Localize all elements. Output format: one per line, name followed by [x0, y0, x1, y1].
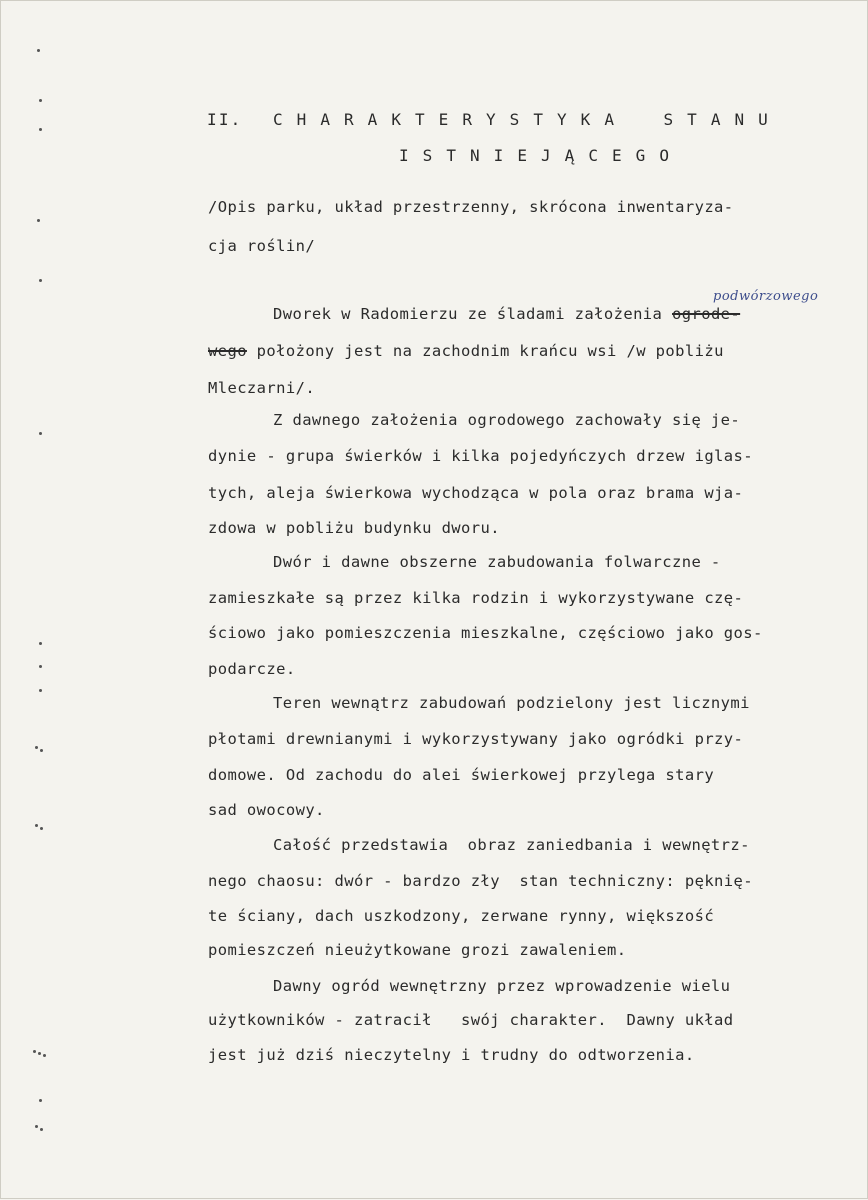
section-number: II. — [207, 110, 243, 129]
subtitle-line-1: /Opis parku, układ przestrzenny, skrócona inwentaryza- — [208, 198, 734, 216]
paragraph-5-line-1: Całość przedstawia obraz zaniedbania i wewnętrz- — [273, 836, 750, 854]
struck-word: ogrode- — [672, 305, 741, 323]
paragraph-4-line-3: domowe. Od zachodu do alei świerkowej przylega stary — [208, 766, 715, 784]
paragraph-3-line-2: zamieszkałe są przez kilka rodzin i wykorzystywane czę- — [208, 589, 744, 607]
paragraph-6-line-2: użytkowników - zatracił swój charakter. Dawny układ — [208, 1011, 734, 1029]
paragraph-2-line-3: tych, aleja świerkowa wychodząca w pola oraz brama wja- — [208, 484, 744, 502]
paragraph-2-line-1: Z dawnego założenia ogrodowego zachowały się je- — [273, 411, 741, 429]
paragraph-2-line-4: zdowa w pobliżu budynku dworu. — [208, 519, 500, 537]
heading-line-1: C H A R A K T E R Y S T Y K A S T A N U — [273, 110, 770, 129]
paragraph-6-line-1: Dawny ogród wewnętrzny przez wprowadzenie wielu — [273, 977, 731, 995]
binding-hole-marks — [29, 1, 69, 1200]
paragraph-3-line-3: ściowo jako pomieszczenia mieszkalne, częściowo jako gos- — [208, 624, 763, 642]
struck-word: wego — [208, 342, 247, 360]
subtitle-line-2: cja roślin/ — [208, 237, 316, 255]
paragraph-5-line-4: pomieszczeń nieużytkowane grozi zawaleniem. — [208, 941, 627, 959]
paragraph-5-line-2: nego chaosu: dwór - bardzo zły stan techniczny: pęknię- — [208, 872, 753, 890]
paragraph-1-line-1 — [273, 305, 740, 323]
text-segment: położony jest na zachodnim krańcu wsi /w pobliżu — [246, 342, 724, 360]
paragraph-5-line-3: te ściany, dach uszkodzony, zerwane rynny, większość — [208, 907, 715, 925]
paragraph-1-line-3: Mleczarni/. — [208, 379, 316, 397]
paragraph-1-line-2 — [208, 342, 724, 360]
paragraph-4-line-2: płotami drewnianymi i wykorzystywany jako ogródki przy- — [208, 730, 744, 748]
heading-line-2: I S T N I E J Ą C E G O — [399, 146, 672, 165]
paragraph-4-line-1: Teren wewnątrz zabudowań podzielony jest licznymi — [273, 694, 750, 712]
text-segment: Dworek w Radomierzu ze śladami założenia — [273, 305, 673, 323]
paragraph-3-line-4: podarcze. — [208, 660, 296, 678]
paragraph-4-line-4: sad owocowy. — [208, 801, 325, 819]
paragraph-3-line-1: Dwór i dawne obszerne zabudowania folwarczne - — [273, 553, 721, 571]
paragraph-2-line-2: dynie - grupa świerków i kilka pojedyńczych drzew iglas- — [208, 447, 753, 465]
handwritten-correction: podwórzowego — [713, 289, 819, 304]
paragraph-6-line-3: jest już dziś nieczytelny i trudny do odtworzenia. — [208, 1046, 695, 1064]
